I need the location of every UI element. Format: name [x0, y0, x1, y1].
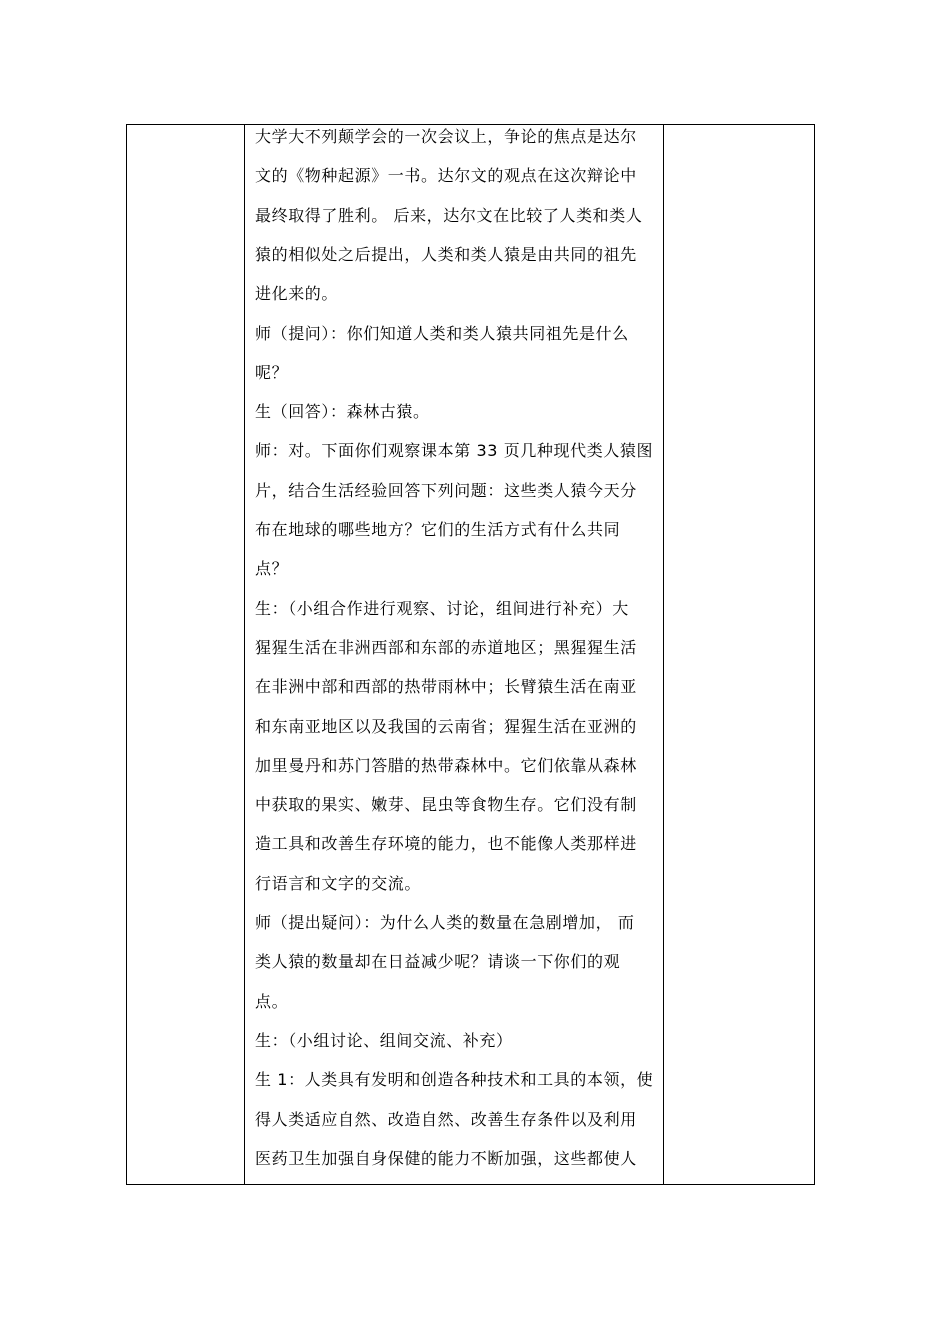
- text-line: 生：（小组讨论、组间交流、补充）: [255, 1030, 513, 1050]
- text-line: 猿的相似处之后提出，人类和类人猿是由共同的祖先: [255, 244, 637, 264]
- text-line: 造工具和改善生存环境的能力，也不能像人类那样进: [255, 834, 637, 854]
- column-divider: [244, 125, 245, 1184]
- text-line: 片，结合生活经验回答下列问题：这些类人猿今天分: [255, 480, 637, 500]
- text-line: 生：（小组合作进行观察、讨论，组间进行补充）大: [255, 598, 629, 618]
- text-line: 文的《物种起源》一书。达尔文的观点在这次辩论中: [255, 166, 637, 186]
- text-line: 类人猿的数量却在日益减少呢？请谈一下你们的观: [255, 952, 621, 972]
- text-line: 最终取得了胜利。 后来，达尔文在比较了人类和类人: [255, 205, 643, 225]
- lesson-table: [126, 124, 815, 1185]
- text-line: 大学大不列颠学会的一次会议上，争论的焦点是达尔: [255, 127, 637, 146]
- text-line: 呢？: [255, 362, 289, 382]
- text-line: 点。: [255, 991, 289, 1011]
- text-line: 点？: [255, 559, 289, 579]
- text-line: 师（提问）：你们知道人类和类人猿共同祖先是什么: [255, 323, 629, 343]
- text-line: 在非洲中部和西部的热带雨林中；长臂猿生活在南亚: [255, 677, 637, 697]
- text-line: 行语言和文字的交流。: [255, 873, 422, 893]
- text-line: 医药卫生加强自身保健的能力不断加强，这些都使人: [255, 1148, 637, 1168]
- table-right-cell: [664, 125, 814, 1184]
- text-line: 和东南亚地区以及我国的云南省；猩猩生活在亚洲的: [255, 716, 637, 736]
- table-left-cell: [127, 125, 244, 1184]
- text-line: 师：对。下面你们观察课本第 33 页几种现代类人猿图: [255, 441, 654, 461]
- text-line: 猩猩生活在非洲西部和东部的赤道地区；黑猩猩生活: [255, 637, 637, 657]
- text-line: 得人类适应自然、改造自然、改善生存条件以及利用: [255, 1109, 637, 1129]
- text-line: 中获取的果实、嫩芽、昆虫等食物生存。它们没有制: [255, 795, 637, 815]
- text-line: 师（提出疑问）：为什么人类的数量在急剧增加， 而: [255, 913, 635, 932]
- text-line: 加里曼丹和苏门答腊的热带森林中。它们依靠从森林: [255, 755, 637, 775]
- text-line: 布在地球的哪些地方？它们的生活方式有什么共同: [255, 520, 621, 539]
- text-line: 生 1：人类具有发明和创造各种技术和工具的本领，使: [255, 1070, 654, 1090]
- text-line: 生（回答）：森林古猿。: [255, 402, 430, 422]
- text-line: 进化来的。: [255, 284, 339, 304]
